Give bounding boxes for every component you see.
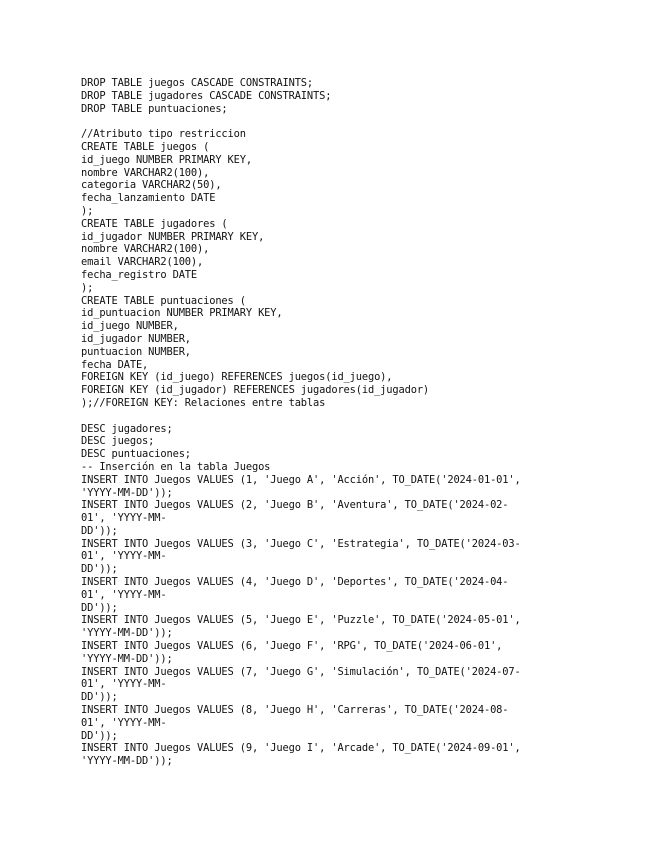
- code-line: id_jugador NUMBER PRIMARY KEY,: [81, 230, 265, 243]
- code-line: id_juego NUMBER PRIMARY KEY,: [81, 153, 252, 166]
- code-line: 'YYYY-MM-DD'));: [81, 652, 173, 665]
- code-line: //Atributo tipo restriccion: [81, 128, 246, 141]
- code-line: INSERT INTO Juegos VALUES (1, 'Juego A', 'Acción', TO_DATE('2024-01-01',: [81, 473, 521, 486]
- code-line: INSERT INTO Juegos VALUES (2, 'Juego B', 'Aventura', TO_DATE('2024-02-: [81, 499, 509, 512]
- code-line: INSERT INTO Juegos VALUES (8, 'Juego H', 'Carreras', TO_DATE('2024-08-: [81, 704, 509, 717]
- code-line: 'YYYY-MM-DD'));: [81, 486, 173, 499]
- code-line: 01', 'YYYY-MM-: [81, 512, 167, 525]
- code-line: puntuacion NUMBER,: [81, 345, 191, 358]
- code-line: INSERT INTO Juegos VALUES (3, 'Juego C', 'Estrategia', TO_DATE('2024-03-: [81, 537, 521, 550]
- code-line: fecha_lanzamiento DATE: [81, 192, 216, 205]
- code-line: FOREIGN KEY (id_juego) REFERENCES juegos(id_juego),: [81, 371, 393, 384]
- code-line: nombre VARCHAR2(100),: [81, 243, 210, 256]
- code-line: 01', 'YYYY-MM-: [81, 678, 167, 691]
- code-line: INSERT INTO Juegos VALUES (7, 'Juego G', 'Simulación', TO_DATE('2024-07-: [81, 665, 521, 678]
- code-line: DESC jugadores;: [81, 422, 173, 435]
- code-line: DD'));: [81, 691, 118, 704]
- code-line: );//FOREIGN KEY: Relaciones entre tablas: [81, 396, 326, 409]
- code-line: id_puntuacion NUMBER PRIMARY KEY,: [81, 307, 283, 320]
- code-line: DD'));: [81, 601, 118, 614]
- code-line: DROP TABLE juegos CASCADE CONSTRAINTS;: [81, 77, 314, 89]
- code-line: FOREIGN KEY (id_jugador) REFERENCES jugadores(id_jugador): [81, 384, 430, 397]
- code-line: DESC puntuaciones;: [81, 448, 191, 461]
- code-line: CREATE TABLE jugadores (: [81, 217, 228, 230]
- code-line: INSERT INTO Juegos VALUES (4, 'Juego D', 'Deportes', TO_DATE('2024-04-: [81, 576, 509, 589]
- code-line: DD'));: [81, 729, 118, 742]
- code-line: CREATE TABLE juegos (: [81, 140, 210, 153]
- code-line: DROP TABLE puntuaciones;: [81, 102, 228, 115]
- code-line: fecha_registro DATE: [81, 268, 198, 281]
- code-line: -- Inserción en la tabla Juegos: [81, 460, 271, 473]
- code-line: 01', 'YYYY-MM-: [81, 716, 167, 729]
- code-line: 01', 'YYYY-MM-: [81, 550, 167, 563]
- code-line: DESC juegos;: [81, 435, 155, 448]
- code-line: 01', 'YYYY-MM-: [81, 588, 167, 601]
- sql-code-block: [81, 77, 581, 768]
- code-line: categoria VARCHAR2(50),: [81, 179, 222, 192]
- code-line: email VARCHAR2(100),: [81, 256, 204, 269]
- code-line: INSERT INTO Juegos VALUES (5, 'Juego E', 'Puzzle', TO_DATE('2024-05-01',: [81, 614, 521, 627]
- code-line: DROP TABLE jugadores CASCADE CONSTRAINTS;: [81, 89, 332, 102]
- code-line: );: [81, 281, 94, 294]
- code-line: DD'));: [81, 563, 118, 576]
- code-line: id_jugador NUMBER,: [81, 332, 191, 345]
- code-line: 'YYYY-MM-DD'));: [81, 627, 173, 640]
- code-line: fecha DATE,: [81, 358, 149, 371]
- code-line: DD'));: [81, 524, 118, 537]
- code-line: CREATE TABLE puntuaciones (: [81, 294, 246, 307]
- code-line: INSERT INTO Juegos VALUES (6, 'Juego F', 'RPG', TO_DATE('2024-06-01',: [81, 640, 503, 653]
- code-line: nombre VARCHAR2(100),: [81, 166, 210, 179]
- code-line: 'YYYY-MM-DD'));: [81, 755, 173, 768]
- code-line: INSERT INTO Juegos VALUES (9, 'Juego I', 'Arcade', TO_DATE('2024-09-01',: [81, 742, 521, 755]
- blank-line: [81, 115, 581, 128]
- code-line: id_juego NUMBER,: [81, 320, 179, 333]
- blank-line: [81, 410, 581, 423]
- code-line: );: [81, 204, 94, 217]
